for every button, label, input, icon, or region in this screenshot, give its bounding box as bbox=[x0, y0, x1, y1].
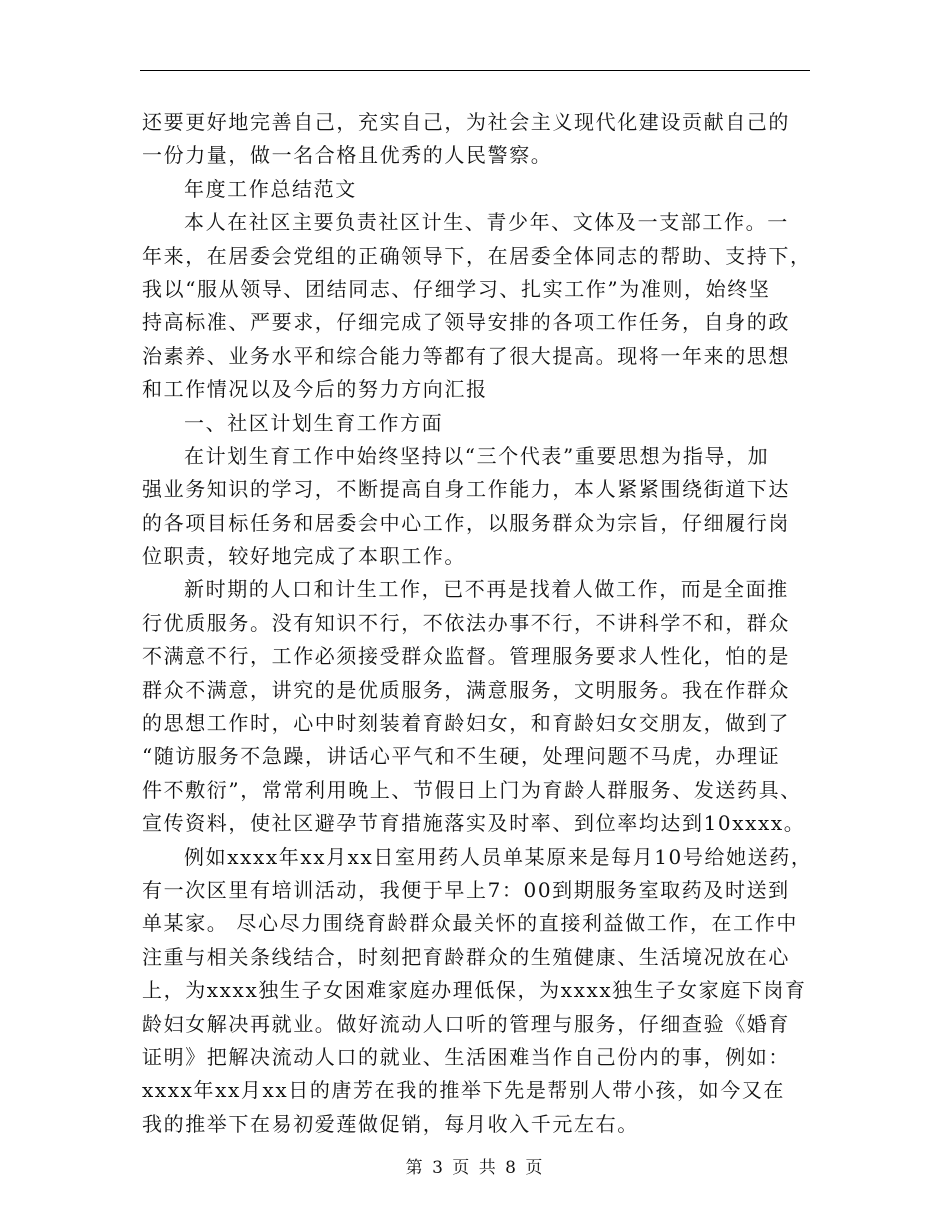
text-line: 注重与相关条线结合，时刻把育龄群众的生殖健康、生活境况放在心 bbox=[142, 944, 790, 969]
text-line: 我以“服从领导、团结同志、仔细学习、扎实工作”为准则，始终坚 bbox=[142, 276, 771, 301]
text-line: 新时期的人口和计生工作，已不再是找着人做工作，而是全面推 bbox=[184, 577, 789, 602]
text-line: 一、社区计划生育工作方面 bbox=[184, 410, 444, 435]
text-line: “随访服务不急躁，讲话心平气和不生硬，处理问题不马虎，办理证 bbox=[142, 744, 781, 769]
text-line: 有一次区里有培训活动，我便于早上7：00到期服务室取药及时送到 bbox=[142, 877, 790, 902]
page-number-footer: 第 3 页 共 8 页 bbox=[405, 1158, 545, 1178]
text-line: 年度工作总结范文 bbox=[184, 176, 357, 201]
text-line: 我的推举下在易初爱莲做促销，每月收入千元左右。 bbox=[142, 1111, 639, 1136]
text-line: 件不敷衍”，常常利用晚上、节假日上门为育龄人群服务、发送药具、 bbox=[142, 777, 802, 802]
text-line: 年来，在居委会党组的正确领导下，在居委全体同志的帮助、支持下， bbox=[142, 243, 812, 268]
text-line: 不满意不行，工作必须接受群众监督。管理服务要求人性化，怕的是 bbox=[142, 644, 790, 669]
text-line: 治素养、业务水平和综合能力等都有了很大提高。现将一年来的思想 bbox=[142, 343, 790, 368]
text-line: 强业务知识的学习，不断提高自身工作能力，本人紧紧围绕街道下达 bbox=[142, 477, 790, 502]
text-line: 行优质服务。没有知识不行，不依法办事不行，不讲科学不和，群众 bbox=[142, 610, 790, 635]
text-line: 和工作情况以及今后的努力方向汇报 bbox=[142, 377, 488, 402]
text-line: 在计划生育工作中始终坚持以“三个代表”重要思想为指导，加 bbox=[184, 443, 770, 468]
text-line: 的各项目标任务和居委会中心工作，以服务群众为宗旨，仔细履行岗 bbox=[142, 510, 790, 535]
text-line: 龄妇女解决再就业。做好流动人口听的管理与服务，仔细查验《婚育 bbox=[142, 1011, 790, 1036]
document-body bbox=[142, 106, 812, 1141]
text-line: 单某家。 尽心尽力围绕育龄群众最关怀的直接利益做工作，在工作中 bbox=[142, 911, 798, 936]
text-line: 群众不满意，讲究的是优质服务，满意服务，文明服务。我在作群众 bbox=[142, 677, 790, 702]
text-line: 本人在社区主要负责社区计生、青少年、文体及一支部工作。一 bbox=[184, 210, 789, 235]
header-rule bbox=[140, 70, 810, 71]
text-line: xxxx年xx月xx日的唐芳在我的推举下先是帮别人带小孩，如今又在 bbox=[142, 1078, 786, 1103]
text-line: 的思想工作时，心中时刻装着育龄妇女，和育龄妇女交朋友，做到了 bbox=[142, 711, 790, 736]
text-line: 位职责，较好地完成了本职工作。 bbox=[142, 544, 466, 569]
text-line: 宣传资料，使社区避孕节育措施落实及时率、到位率均达到10xxxx。 bbox=[142, 811, 806, 836]
text-line: 证明》把解决流动人口的就业、生活困难当作自己份内的事，例如： bbox=[142, 1044, 790, 1069]
text-line: 例如xxxx年xx月xx日室用药人员单某原来是每月10号给她送药， bbox=[184, 844, 813, 869]
text-line: 上，为xxxx独生子女困难家庭办理低保，为xxxx独生子女家庭下岗育 bbox=[142, 978, 807, 1003]
text-line: 一份力量，做一名合格且优秀的人民警察。 bbox=[142, 143, 553, 168]
text-line: 持高标准、严要求，仔细完成了领导安排的各项工作任务，自身的政 bbox=[142, 310, 790, 335]
text-line: 还要更好地完善自己，充实自己，为社会主义现代化建设贡献自己的 bbox=[142, 110, 790, 134]
